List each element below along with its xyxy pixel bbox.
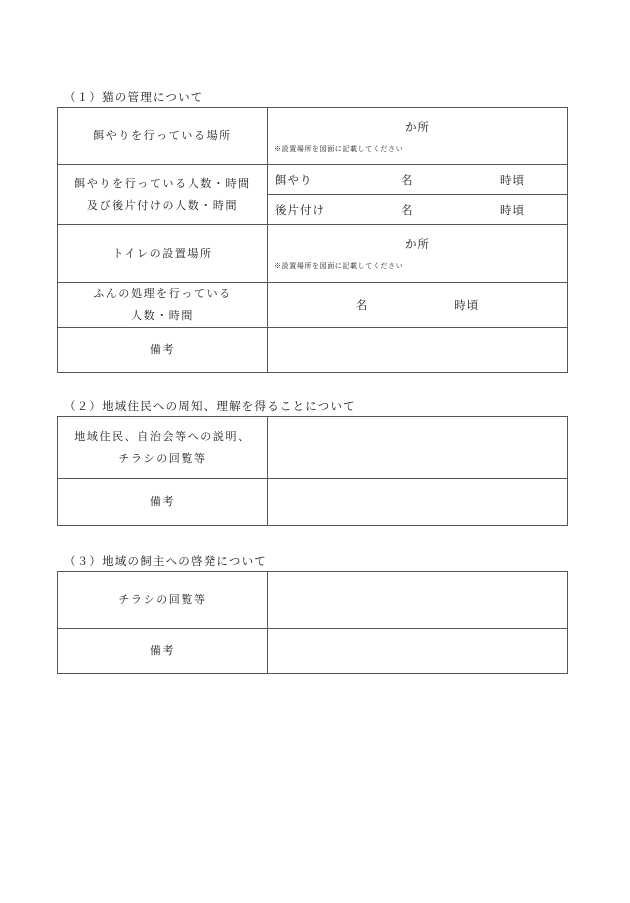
feces-row [58, 283, 568, 328]
remarks3-label: 備考 [58, 629, 268, 674]
remarks2-row [58, 479, 568, 526]
flyer-label: チラシの回覧等 [58, 572, 268, 629]
remarks1-label: 備考 [58, 328, 268, 373]
flyer-row [58, 572, 568, 629]
owner-awareness-table [57, 571, 568, 674]
toilet-row [58, 225, 568, 283]
remarks3-row [58, 629, 568, 674]
community-table [57, 416, 568, 526]
feeding-people-cell [268, 165, 568, 225]
feces-cell[interactable] [268, 283, 568, 328]
toilet-label: トイレの設置場所 [58, 225, 268, 283]
feces-people-unit: 名 [355, 298, 369, 312]
feeding-people-label [58, 165, 268, 225]
explain-label [58, 417, 268, 479]
explain-label-line2: チラシの回覧等 [118, 451, 207, 465]
feeding-place-cell[interactable] [268, 108, 568, 165]
toilet-note: ※設置場所を図面に記載してください [274, 262, 404, 270]
feces-label-line2: 人数・時間 [131, 309, 194, 322]
cleanup-time-unit: 時頃 [500, 202, 525, 217]
feeding-place-unit: か所 [405, 119, 430, 134]
remarks3-cell[interactable] [268, 629, 568, 674]
feeding-people-label-line2: 及び後片付けの人数・時間 [86, 198, 239, 212]
feeding-place-note: ※設置場所を図面に記載してください [274, 144, 404, 153]
feeding-people-row [58, 165, 568, 225]
section1-heading: （１）猫の管理について [64, 90, 204, 104]
cleanup-people-unit: 名 [401, 202, 414, 217]
explain-row [58, 417, 568, 479]
remarks1-row [58, 328, 568, 373]
explain-label-line1: 地域住民、自治会等への説明、 [74, 429, 251, 443]
feeding-time-unit: 時頃 [500, 172, 525, 187]
explain-cell[interactable] [268, 417, 568, 479]
feces-time-unit: 時頃 [454, 298, 480, 312]
feeding-people-unit: 名 [401, 172, 414, 187]
toilet-unit: か所 [405, 237, 430, 251]
section3-heading: （３）地域の飼主への啓発について [64, 554, 267, 568]
remarks2-cell[interactable] [268, 479, 568, 526]
feeding-place-row [58, 108, 568, 165]
cleanup-row-label: 後片付け [275, 202, 325, 217]
flyer-cell[interactable] [268, 572, 568, 629]
feces-label [58, 283, 268, 328]
cat-management-table [57, 107, 568, 373]
feeding-subrow[interactable] [268, 165, 567, 194]
feeding-place-label: 餌やりを行っている場所 [58, 108, 268, 165]
feces-label-line1: ふんの処理を行っている [93, 287, 232, 300]
cleanup-subrow[interactable] [268, 194, 567, 224]
remarks2-label: 備考 [58, 479, 268, 526]
section2-heading: （２）地域住民への周知、理解を得ることについて [64, 399, 356, 413]
feeding-people-label-line1: 餌やりを行っている人数・時間 [74, 176, 251, 190]
remarks1-cell[interactable] [268, 328, 568, 373]
toilet-cell[interactable] [268, 225, 568, 283]
feeding-row-label: 餌やり [275, 172, 313, 187]
